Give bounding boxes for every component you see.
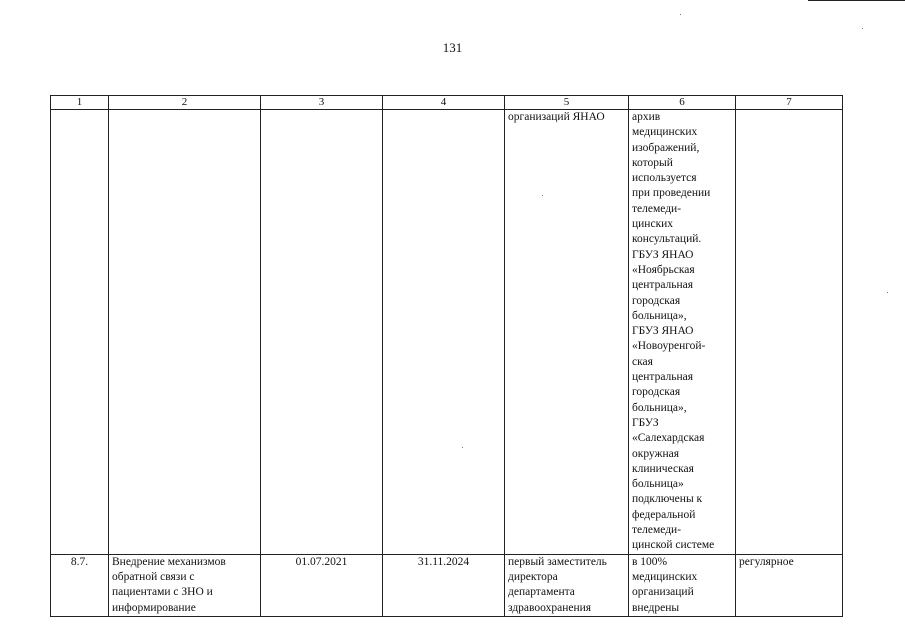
cell-line: департамента [508, 586, 575, 599]
header-col-5: 5 [505, 96, 629, 110]
cell-line: городская [632, 386, 681, 399]
header-col-7: 7 [736, 96, 843, 110]
item-number: 8.7. [51, 554, 109, 616]
cont-cell-result [629, 110, 736, 555]
cell-line: изображений, [632, 141, 700, 154]
cont-cell-num [51, 110, 109, 555]
cont-cell-start [261, 110, 383, 555]
header-col-2: 2 [109, 96, 261, 110]
cell-line: в 100% [632, 555, 668, 568]
cell-line: архив [632, 111, 661, 123]
cell-line: больница» [632, 478, 684, 491]
cell-line: пациентами с ЗНО и [112, 586, 213, 599]
scan-speck [862, 28, 863, 29]
cell-line: при проведении [632, 187, 711, 200]
cell-line: организаций [632, 586, 694, 599]
cell-line: городская [632, 294, 681, 307]
header-col-4: 4 [383, 96, 505, 110]
header-col-3: 3 [261, 96, 383, 110]
cell-line: окружная [632, 447, 680, 460]
cell-line: «Новоуренгой- [632, 340, 706, 353]
cell-line: телемеди- [632, 202, 682, 215]
cell-line: консультаций. [632, 233, 702, 246]
cell-line: телемеди- [632, 524, 682, 537]
cell-line: организаций ЯНАО [508, 111, 605, 123]
cell-line: используется [632, 172, 697, 185]
item-name [109, 554, 261, 616]
cell-line: подключены к [632, 493, 703, 506]
cell-line: обратной связи с [112, 570, 195, 583]
cell-line: федеральной [632, 508, 696, 521]
table-row-8-7 [51, 554, 843, 616]
scan-speck [462, 447, 463, 448]
cell-line: первый заместитель [508, 555, 607, 568]
cell-line: здравоохранения [508, 601, 592, 614]
item-periodicity: регулярное [736, 554, 843, 616]
header-col-1: 1 [51, 96, 109, 110]
cell-line: медицинских [632, 570, 698, 583]
header-row [51, 96, 843, 110]
cell-line: Внедрение механизмов [112, 555, 226, 568]
cont-cell-responsible [505, 110, 629, 555]
plan-table [50, 95, 843, 617]
cell-line: медицинских [632, 126, 698, 139]
cell-line: который [632, 156, 673, 169]
cont-cell-end [383, 110, 505, 555]
cell-line: ГБУЗ [632, 416, 659, 429]
cell-line: центральная [632, 371, 694, 384]
header-col-6: 6 [629, 96, 736, 110]
cont-cell-name [109, 110, 261, 555]
cont-cell-periodicity [736, 110, 843, 555]
cell-line: цинских [632, 218, 674, 231]
continuation-row [51, 110, 843, 555]
item-start-date: 01.07.2021 [261, 554, 383, 616]
item-responsible [505, 554, 629, 616]
cell-line: директора [508, 570, 558, 583]
page-number: 131 [442, 40, 463, 55]
cell-line: ГБУЗ ЯНАО [632, 248, 694, 261]
cell-line: больница», [632, 309, 687, 322]
cell-line: цинской системе [632, 539, 715, 552]
cell-line: «Салехардская [632, 432, 705, 445]
scan-speck [542, 195, 543, 196]
cell-line: «Ноябрьская [632, 263, 695, 276]
item-result [629, 554, 736, 616]
scan-speck [887, 292, 888, 293]
top-edge-rule [808, 0, 905, 1]
cell-line: ГБУЗ ЯНАО [632, 325, 694, 338]
cell-line: больница», [632, 401, 687, 414]
cell-line: ская [632, 355, 653, 368]
item-end-date: 31.11.2024 [383, 554, 505, 616]
cell-line: центральная [632, 279, 694, 292]
cell-line: клиническая [632, 462, 694, 475]
cell-line: информирование [112, 601, 196, 614]
scan-speck [680, 14, 681, 15]
cell-line: внедрены [632, 601, 680, 614]
